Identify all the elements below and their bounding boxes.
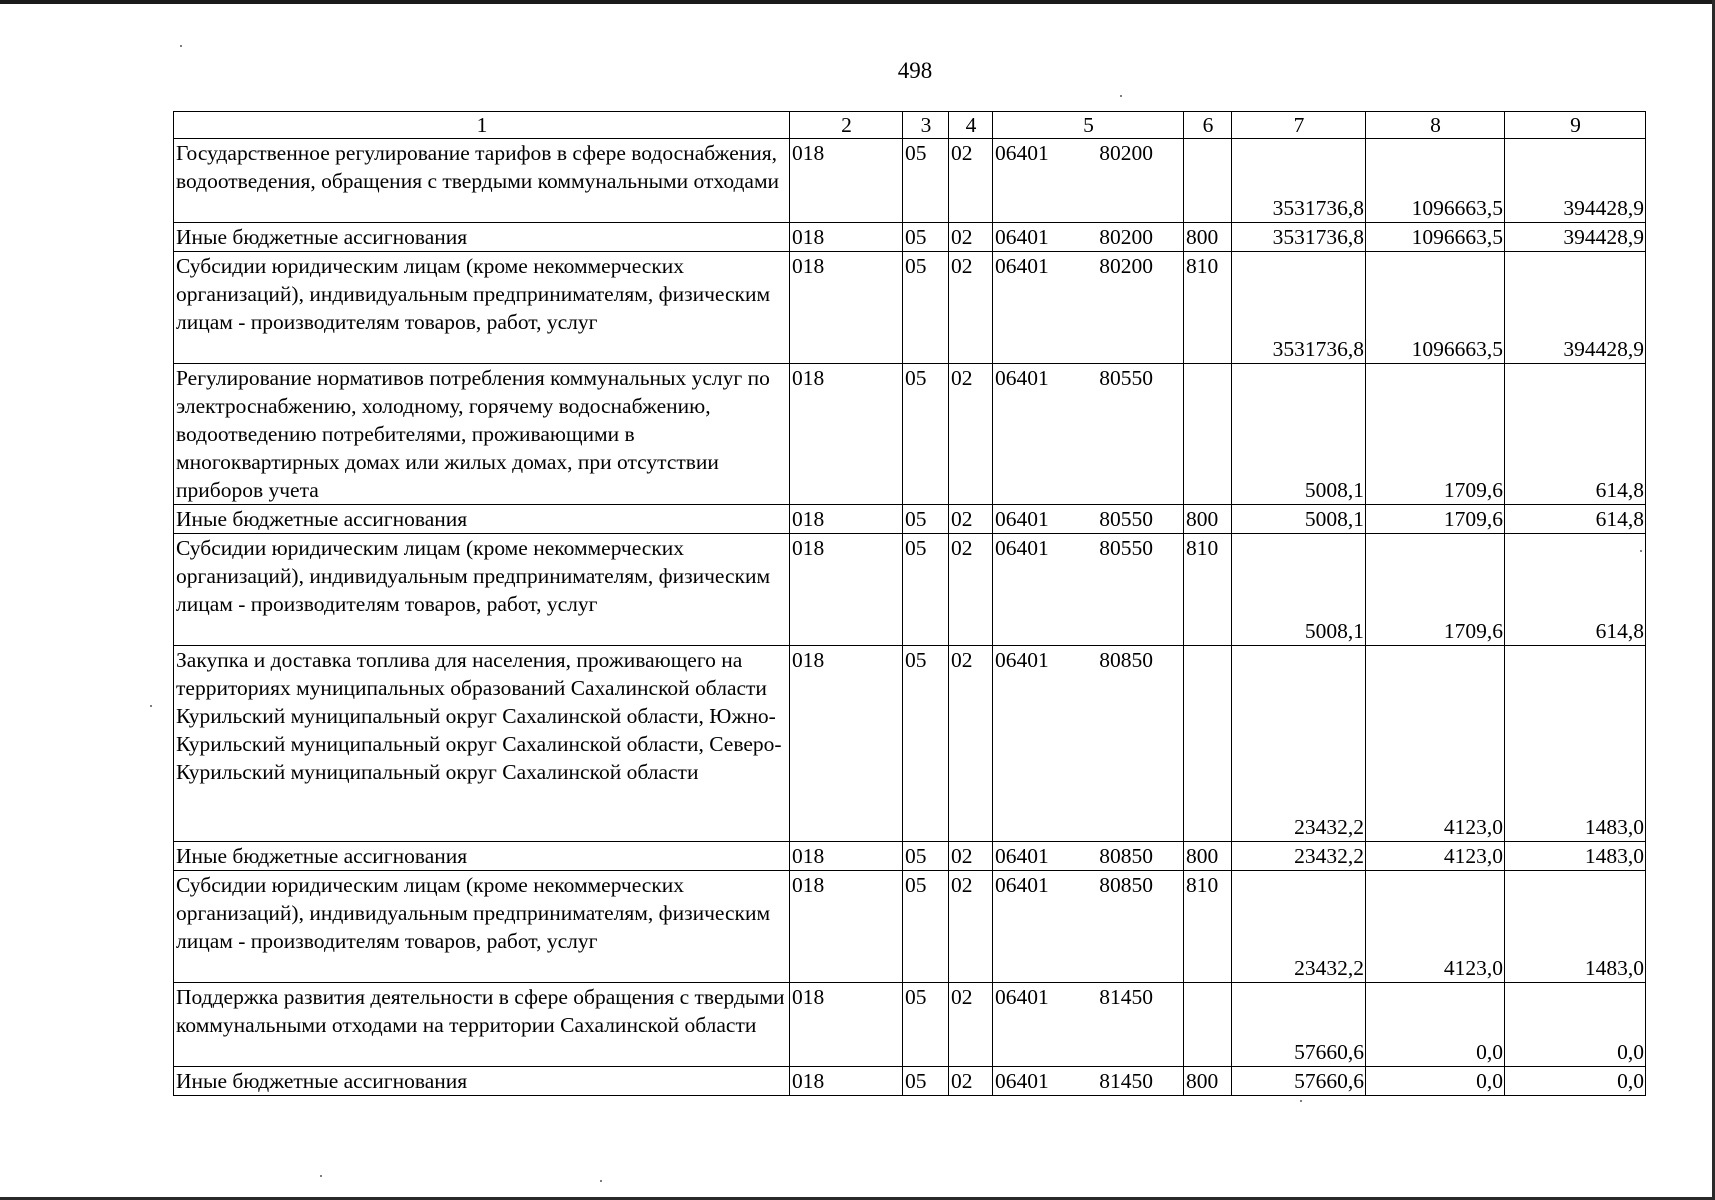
target-article-wrap — [993, 139, 1183, 167]
amount-col8: 1709,6 — [1366, 534, 1505, 646]
amount-col7: 23432,2 — [1232, 842, 1366, 871]
expense-type-code: 810 — [1184, 534, 1232, 646]
column-header: 5 — [993, 112, 1184, 139]
target-article-program: 06401 — [995, 985, 1049, 1009]
ministry-code: 018 — [790, 534, 903, 646]
amount-col9: 614,8 — [1505, 364, 1646, 505]
scan-speck — [1120, 95, 1122, 97]
target-article-wrap — [993, 842, 1183, 870]
table-body — [174, 112, 1646, 1096]
ministry-code: 018 — [790, 252, 903, 364]
header-row — [174, 112, 1646, 139]
column-header: 4 — [949, 112, 993, 139]
subsection-code: 02 — [949, 842, 993, 871]
target-article-code — [993, 646, 1184, 842]
subsection-code: 02 — [949, 505, 993, 534]
target-article-direction: 80850 — [1099, 873, 1153, 897]
column-header: 6 — [1184, 112, 1232, 139]
target-article-wrap — [993, 1067, 1183, 1095]
amount-col8: 0,0 — [1366, 983, 1505, 1067]
target-article-program: 06401 — [995, 366, 1049, 390]
scan-speck — [320, 1175, 322, 1177]
target-article-program: 06401 — [995, 648, 1049, 672]
table-row — [174, 983, 1646, 1067]
section-code: 05 — [903, 871, 949, 983]
scan-speck — [1300, 1100, 1302, 1102]
expense-name: Закупка и доставка топлива для населения, проживающего на территориях муниципальных образований Сахалинской области Курильский муниципальный округ Сахалинской области, Южно-Курильский муниципальный округ Сахалинской области, Северо-Курильский муниципальный округ Сахалинской области — [174, 646, 790, 842]
expense-type-code — [1184, 983, 1232, 1067]
expense-type-code: 800 — [1184, 842, 1232, 871]
amount-col7: 5008,1 — [1232, 505, 1366, 534]
subsection-code: 02 — [949, 1067, 993, 1096]
expense-type-code: 810 — [1184, 871, 1232, 983]
column-header: 2 — [790, 112, 903, 139]
amount-col7: 23432,2 — [1232, 646, 1366, 842]
section-code: 05 — [903, 983, 949, 1067]
target-article-direction: 80850 — [1099, 844, 1153, 868]
table-row — [174, 139, 1646, 223]
column-header: 7 — [1232, 112, 1366, 139]
amount-col9: 394428,9 — [1505, 252, 1646, 364]
section-code: 05 — [903, 842, 949, 871]
amount-col8: 1096663,5 — [1366, 139, 1505, 223]
target-article-direction: 80200 — [1099, 254, 1153, 278]
expense-type-code — [1184, 139, 1232, 223]
amount-col9: 1483,0 — [1505, 842, 1646, 871]
table-row — [174, 364, 1646, 505]
target-article-program: 06401 — [995, 873, 1049, 897]
target-article-code — [993, 983, 1184, 1067]
amount-col9: 614,8 — [1505, 534, 1646, 646]
target-article-code — [993, 505, 1184, 534]
target-article-program: 06401 — [995, 254, 1049, 278]
amount-col9: 1483,0 — [1505, 871, 1646, 983]
table-row — [174, 646, 1646, 842]
amount-col7: 5008,1 — [1232, 364, 1366, 505]
ministry-code: 018 — [790, 1067, 903, 1096]
target-article-wrap — [993, 983, 1183, 1011]
ministry-code: 018 — [790, 983, 903, 1067]
target-article-program: 06401 — [995, 225, 1049, 249]
expense-name: Иные бюджетные ассигнования — [174, 505, 790, 534]
target-article-program: 06401 — [995, 507, 1049, 531]
target-article-wrap — [993, 534, 1183, 562]
subsection-code: 02 — [949, 983, 993, 1067]
target-article-direction: 80550 — [1099, 507, 1153, 531]
scan-speck — [1640, 550, 1642, 552]
column-header: 3 — [903, 112, 949, 139]
amount-col9: 394428,9 — [1505, 139, 1646, 223]
target-article-wrap — [993, 364, 1183, 392]
amount-col8: 4123,0 — [1366, 646, 1505, 842]
expense-name: Субсидии юридическим лицам (кроме некоммерческих организаций), индивидуальным предпринимателям, физическим лицам - производителям товаров, работ, услуг — [174, 252, 790, 364]
amount-col9: 0,0 — [1505, 983, 1646, 1067]
section-code: 05 — [903, 252, 949, 364]
scan-speck — [150, 705, 152, 707]
expense-name: Иные бюджетные ассигнования — [174, 1067, 790, 1096]
subsection-code: 02 — [949, 252, 993, 364]
target-article-code — [993, 534, 1184, 646]
section-code: 05 — [903, 1067, 949, 1096]
target-article-code — [993, 364, 1184, 505]
amount-col8: 4123,0 — [1366, 871, 1505, 983]
subsection-code: 02 — [949, 223, 993, 252]
column-header: 1 — [174, 112, 790, 139]
column-header: 8 — [1366, 112, 1505, 139]
ministry-code: 018 — [790, 842, 903, 871]
target-article-program: 06401 — [995, 141, 1049, 165]
target-article-program: 06401 — [995, 844, 1049, 868]
expense-name: Субсидии юридическим лицам (кроме некоммерческих организаций), индивидуальным предпринимателям, физическим лицам - производителям товаров, работ, услуг — [174, 534, 790, 646]
target-article-wrap — [993, 871, 1183, 899]
target-article-direction: 80200 — [1099, 141, 1153, 165]
ministry-code: 018 — [790, 505, 903, 534]
target-article-code — [993, 139, 1184, 223]
target-article-wrap — [993, 223, 1183, 251]
subsection-code: 02 — [949, 871, 993, 983]
expense-name: Государственное регулирование тарифов в сфере водоснабжения, водоотведения, обращения с твердыми коммунальными отходами — [174, 139, 790, 223]
expense-name: Субсидии юридическим лицам (кроме некоммерческих организаций), индивидуальным предпринимателям, физическим лицам - производителям товаров, работ, услуг — [174, 871, 790, 983]
section-code: 05 — [903, 364, 949, 505]
table-row — [174, 534, 1646, 646]
ministry-code: 018 — [790, 139, 903, 223]
target-article-direction: 81450 — [1099, 985, 1153, 1009]
amount-col8: 1096663,5 — [1366, 223, 1505, 252]
subsection-code: 02 — [949, 364, 993, 505]
scan-speck — [600, 1180, 602, 1182]
target-article-direction: 80850 — [1099, 648, 1153, 672]
expense-type-code — [1184, 646, 1232, 842]
amount-col7: 3531736,8 — [1232, 223, 1366, 252]
section-code: 05 — [903, 223, 949, 252]
column-header: 9 — [1505, 112, 1646, 139]
amount-col8: 1709,6 — [1366, 505, 1505, 534]
amount-col8: 4123,0 — [1366, 842, 1505, 871]
section-code: 05 — [903, 534, 949, 646]
expense-name: Регулирование нормативов потребления коммунальных услуг по электроснабжению, холодному, горячему водоснабжению, водоотведению потребителями, проживающими в многоквартирных домах или жилых домах, при отсутствии приборов учета — [174, 364, 790, 505]
amount-col8: 1096663,5 — [1366, 252, 1505, 364]
ministry-code: 018 — [790, 871, 903, 983]
table-row — [174, 1067, 1646, 1096]
expense-name: Иные бюджетные ассигнования — [174, 223, 790, 252]
amount-col8: 1709,6 — [1366, 364, 1505, 505]
table-row — [174, 842, 1646, 871]
target-article-code — [993, 1067, 1184, 1096]
target-article-direction: 80550 — [1099, 536, 1153, 560]
target-article-code — [993, 223, 1184, 252]
scan-edge-top — [0, 0, 1715, 4]
expense-type-code: 810 — [1184, 252, 1232, 364]
budget-table — [173, 111, 1646, 1096]
subsection-code: 02 — [949, 646, 993, 842]
expense-name: Поддержка развития деятельности в сфере обращения с твердыми коммунальными отходами на территории Сахалинской области — [174, 983, 790, 1067]
target-article-wrap — [993, 646, 1183, 674]
table-row — [174, 252, 1646, 364]
section-code: 05 — [903, 505, 949, 534]
target-article-direction: 80550 — [1099, 366, 1153, 390]
target-article-direction: 80200 — [1099, 225, 1153, 249]
target-article-code — [993, 842, 1184, 871]
expense-name: Иные бюджетные ассигнования — [174, 842, 790, 871]
subsection-code: 02 — [949, 139, 993, 223]
ministry-code: 018 — [790, 364, 903, 505]
section-code: 05 — [903, 646, 949, 842]
amount-col8: 0,0 — [1366, 1067, 1505, 1096]
ministry-code: 018 — [790, 646, 903, 842]
table-row — [174, 505, 1646, 534]
scan-speck — [180, 45, 182, 47]
expense-type-code: 800 — [1184, 505, 1232, 534]
section-code: 05 — [903, 139, 949, 223]
target-article-code — [993, 871, 1184, 983]
amount-col9: 1483,0 — [1505, 646, 1646, 842]
expense-type-code: 800 — [1184, 1067, 1232, 1096]
amount-col9: 614,8 — [1505, 505, 1646, 534]
target-article-program: 06401 — [995, 1069, 1049, 1093]
amount-col7: 23432,2 — [1232, 871, 1366, 983]
target-article-direction: 81450 — [1099, 1069, 1153, 1093]
amount-col9: 0,0 — [1505, 1067, 1646, 1096]
page-number: 498 — [897, 58, 933, 83]
amount-col7: 57660,6 — [1232, 983, 1366, 1067]
amount-col7: 3531736,8 — [1232, 252, 1366, 364]
table-row — [174, 871, 1646, 983]
subsection-code: 02 — [949, 534, 993, 646]
amount-col7: 57660,6 — [1232, 1067, 1366, 1096]
target-article-wrap — [993, 505, 1183, 533]
amount-col7: 5008,1 — [1232, 534, 1366, 646]
amount-col9: 394428,9 — [1505, 223, 1646, 252]
amount-col7: 3531736,8 — [1232, 139, 1366, 223]
expense-type-code — [1184, 364, 1232, 505]
target-article-program: 06401 — [995, 536, 1049, 560]
target-article-wrap — [993, 252, 1183, 280]
table-row — [174, 223, 1646, 252]
expense-type-code: 800 — [1184, 223, 1232, 252]
ministry-code: 018 — [790, 223, 903, 252]
target-article-code — [993, 252, 1184, 364]
